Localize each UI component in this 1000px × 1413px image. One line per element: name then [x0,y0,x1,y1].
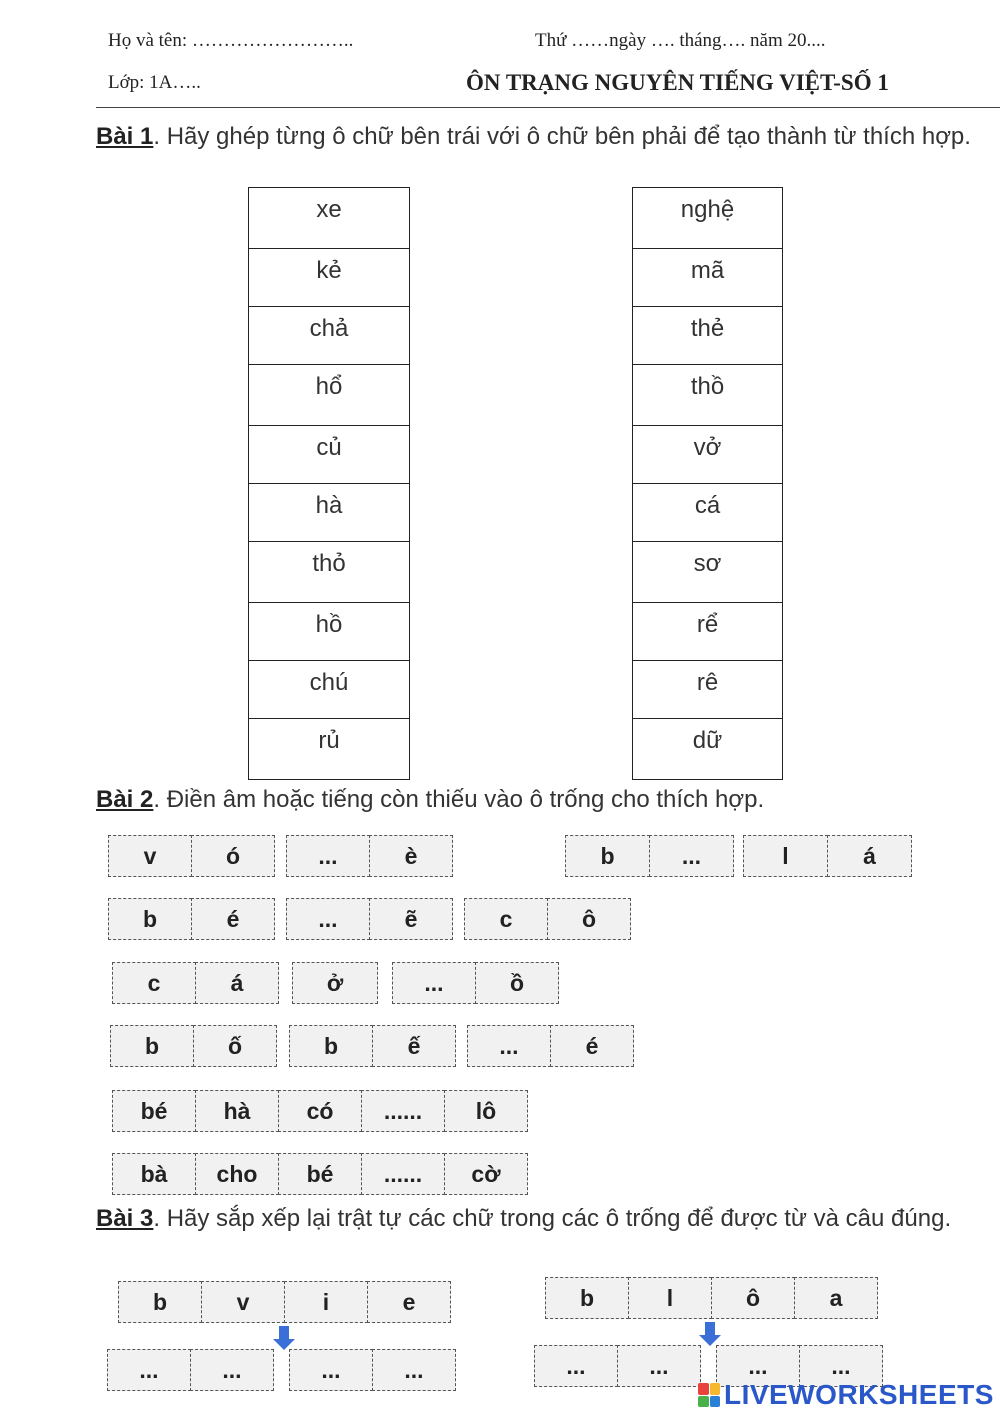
right-word-cell[interactable]: rể [633,603,782,661]
answer-row [107,1349,455,1391]
scrambled-letter-box: i [284,1281,368,1323]
fill-in-group [112,962,278,1004]
exercise-2-label: Bài 2 [96,786,154,813]
answer-blank-box[interactable]: ... [799,1345,883,1387]
blank-box[interactable]: ... [286,835,370,877]
blank-box[interactable]: ... [286,898,370,940]
letter-box: bà [112,1153,196,1195]
scrambled-letter-box: b [545,1277,629,1319]
scrambled-letter-box: ô [711,1277,795,1319]
exercise-3-instruction [96,1201,976,1236]
fill-in-group [286,898,452,940]
blank-box[interactable]: ... [649,835,734,877]
exercise-2-text: . Điền âm hoặc tiếng còn thiếu vào ô trống cho thích hợp. [153,786,765,813]
left-word-cell[interactable]: kẻ [249,249,409,307]
exercise-3-text: . Hãy sắp xếp lại trật tự các chữ trong các ô trống để được từ và câu đúng. [153,1205,952,1232]
letter-box: ở [292,962,378,1004]
exercise-3-label: Bài 3 [96,1205,154,1232]
fill-in-group [289,1025,455,1067]
exercise-1-instruction [96,119,976,154]
class-field-label: Lớp: 1A….. [108,72,201,93]
scrambled-row [545,1277,877,1319]
letter-box: b [565,835,650,877]
letter-box: b [108,898,192,940]
scrambled-letter-box: b [118,1281,202,1323]
fill-in-group [108,835,274,877]
letter-box: é [191,898,275,940]
left-word-cell[interactable]: chả [249,307,409,365]
fill-in-group [464,898,630,940]
left-word-cell[interactable]: chú [249,661,409,719]
letter-box: v [108,835,192,877]
letter-box: l [743,835,828,877]
letter-box: ó [191,835,275,877]
left-word-cell[interactable]: hồ [249,603,409,661]
right-word-cell[interactable]: dữ [633,719,782,780]
letter-box: ẽ [369,898,453,940]
name-field-label: Họ và tên: …………………….. [108,30,354,51]
letter-box: có [278,1090,362,1132]
fill-in-group [110,1025,276,1067]
scrambled-letter-box: a [794,1277,878,1319]
blank-box[interactable]: ... [392,962,476,1004]
right-word-cell[interactable]: mã [633,249,782,307]
letter-box: é [550,1025,634,1067]
header-divider [96,107,1000,108]
fill-in-group [292,962,377,1004]
fill-in-group [112,1090,527,1132]
fill-in-group [108,898,274,940]
letter-box: hà [195,1090,279,1132]
right-word-cell[interactable]: thẻ [633,307,782,365]
exercise-2-instruction [96,782,976,817]
answer-blank-box[interactable]: ... [534,1345,618,1387]
letter-box: ế [372,1025,456,1067]
fill-in-group [286,835,452,877]
left-word-cell[interactable]: hà [249,484,409,542]
blank-box[interactable]: ...... [361,1090,445,1132]
letter-box: á [195,962,279,1004]
blank-box[interactable]: ... [467,1025,551,1067]
fill-in-group [467,1025,633,1067]
letter-box: á [827,835,912,877]
answer-blank-box[interactable]: ... [289,1349,373,1391]
date-field-label: Thứ ……ngày …. tháng…. năm 20.... [535,30,826,51]
letter-box: b [110,1025,194,1067]
letter-box: ồ [475,962,559,1004]
liveworksheets-logo [698,1379,994,1411]
answer-blank-box[interactable]: ... [190,1349,274,1391]
exercise-1-label: Bài 1 [96,123,154,150]
fill-in-group [565,835,733,877]
letter-box: c [112,962,196,1004]
right-word-cell[interactable]: vở [633,426,782,484]
answer-blank-box[interactable]: ... [107,1349,191,1391]
letter-box: bé [112,1090,196,1132]
scrambled-letter-box: v [201,1281,285,1323]
logo-mark-icon [698,1383,720,1407]
answer-blank-box[interactable]: ... [372,1349,456,1391]
right-word-cell[interactable]: rê [633,661,782,719]
answer-blank-box[interactable]: ... [716,1345,800,1387]
letter-box: è [369,835,453,877]
fill-in-group [743,835,911,877]
blank-box[interactable]: ...... [361,1153,445,1195]
exercise-1-text: . Hãy ghép từng ô chữ bên trái với ô chữ bên phải để tạo thành từ thích hợp. [153,123,971,150]
left-word-cell[interactable]: củ [249,426,409,484]
fill-in-group [112,1153,527,1195]
scrambled-letter-box: l [628,1277,712,1319]
scrambled-letter-box: e [367,1281,451,1323]
left-word-cell[interactable]: thỏ [249,542,409,603]
letter-box: ố [193,1025,277,1067]
left-word-cell[interactable]: xe [249,188,409,249]
letter-box: c [464,898,548,940]
letter-box: cho [195,1153,279,1195]
right-word-cell[interactable]: cá [633,484,782,542]
left-word-cell[interactable]: rủ [249,719,409,780]
right-word-cell[interactable]: nghệ [633,188,782,249]
letter-box: b [289,1025,373,1067]
letter-box: cờ [444,1153,528,1195]
scrambled-row [118,1281,450,1323]
left-word-cell[interactable]: hổ [249,365,409,426]
left-word-column [248,187,410,780]
right-word-cell[interactable]: sơ [633,542,782,603]
right-word-cell[interactable]: thồ [633,365,782,426]
right-word-column [632,187,783,780]
fill-in-group [392,962,558,1004]
answer-blank-box[interactable]: ... [617,1345,701,1387]
letter-box: ô [547,898,631,940]
letter-box: bé [278,1153,362,1195]
letter-box: lô [444,1090,528,1132]
worksheet-title: ÔN TRẠNG NGUYÊN TIẾNG VIỆT-SỐ 1 [466,70,889,95]
logo-text: LIVEWORKSHEETS [724,1379,994,1410]
